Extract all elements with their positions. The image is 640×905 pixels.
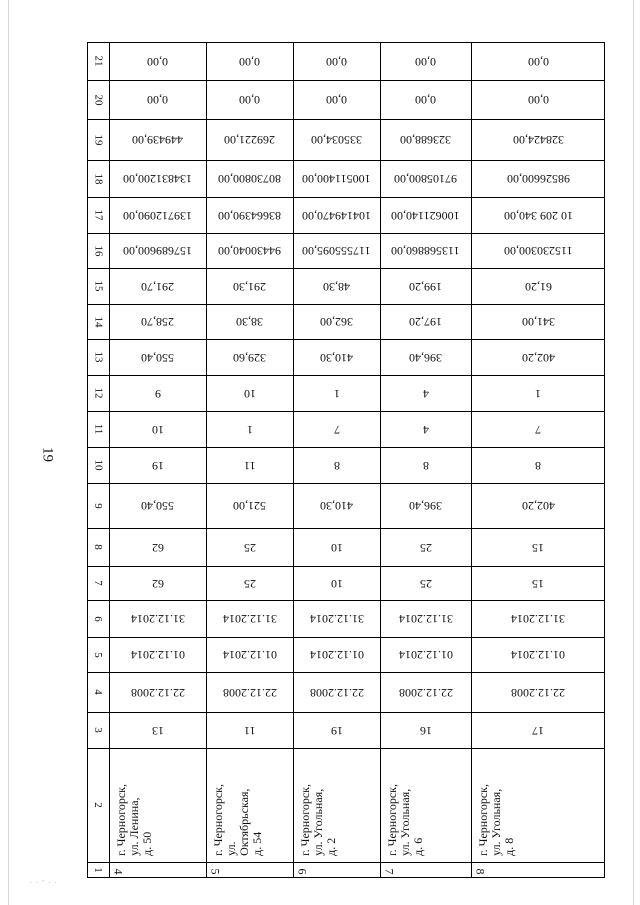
table-cell: 25 <box>243 576 256 591</box>
address-cell: г. Черногорск, ул. Угольная, д. 8 <box>476 784 516 856</box>
table-cell: 25 <box>243 540 256 555</box>
table-cell: 10 <box>151 422 164 437</box>
column-number: 13 <box>92 351 104 363</box>
table-cell: 0,00 <box>527 54 549 69</box>
table-cell: 15 <box>532 540 544 555</box>
table-cell: 449439,00 <box>132 133 183 147</box>
table-cell: 01.12.2014 <box>222 648 277 662</box>
table-cell: 115230300,00 <box>503 244 573 258</box>
table-cell: 10 209 340,00 <box>503 208 573 223</box>
table-cell: 521,00 <box>233 499 266 513</box>
column-number: 20 <box>92 94 104 105</box>
column-number: 18 <box>92 173 104 184</box>
column-number: 3 <box>92 727 104 733</box>
table-cell: 25 <box>419 576 432 591</box>
table-cell: 157689600,00 <box>123 244 192 258</box>
column-number: 6 <box>92 615 104 622</box>
table-cell: 0,00 <box>326 93 347 107</box>
table-cell: 328424,00 <box>512 133 564 147</box>
column-number: 1 <box>92 867 104 873</box>
table-cell: 0,00 <box>415 54 436 69</box>
row-number: 7 <box>382 868 397 875</box>
scan-edge-left <box>8 0 9 905</box>
table-cell: 0,00 <box>415 93 436 107</box>
table-cell: 19 <box>330 723 343 738</box>
table-cell: 362,00 <box>320 315 353 329</box>
table-cell: 61,20 <box>524 279 552 294</box>
column-number: 16 <box>92 245 104 256</box>
column-number: 9 <box>92 502 104 509</box>
address-cell: г. Черногорск, ул. Октябрьская, д. 54 <box>211 784 264 856</box>
table-cell: 97105800,00 <box>394 172 457 186</box>
table-cell: 1 <box>333 386 340 401</box>
table-cell: 335034,00 <box>311 133 362 147</box>
data-table <box>87 42 605 878</box>
table-cell: 9 <box>154 386 161 401</box>
column-number: 15 <box>92 280 104 292</box>
table-cell: 31.12.2014 <box>398 612 453 626</box>
table-cell: 01.12.2014 <box>398 648 453 662</box>
table-cell: 0,00 <box>326 54 347 69</box>
table-cell: 117555095,00 <box>302 244 371 258</box>
row-number: 8 <box>473 868 488 875</box>
table-cell: 396,40 <box>409 350 442 365</box>
table-cell: 10 <box>243 386 256 401</box>
column-number: 19 <box>92 134 104 145</box>
table-cell: 31.12.2014 <box>222 612 277 626</box>
table-cell: 8 <box>535 458 541 473</box>
table-cell: 341,00 <box>521 315 555 329</box>
table-cell: 8 <box>333 458 340 473</box>
table-cell: 396,40 <box>409 499 442 513</box>
column-number: 7 <box>92 580 104 586</box>
table-cell: 17 <box>532 723 544 738</box>
table-cell: 10 <box>330 576 343 591</box>
row-number: 6 <box>295 868 310 875</box>
table-cell: 402,20 <box>521 350 555 365</box>
table-cell: 94430040,00 <box>218 244 281 258</box>
table-cell: 199,20 <box>409 279 442 294</box>
column-number: 21 <box>92 55 104 67</box>
table-cell: 7 <box>535 422 541 437</box>
table-cell: 8 <box>422 458 429 473</box>
table-cell: 62 <box>151 576 164 591</box>
table-cell: 139712090,00 <box>123 208 192 223</box>
table-cell: 98526600,00 <box>506 172 570 186</box>
table-cell: 22.12.2008 <box>511 685 565 700</box>
table-cell: 11 <box>243 458 256 473</box>
table-cell: 31.12.2014 <box>309 612 364 626</box>
table-cell: 0,00 <box>239 93 260 107</box>
table-cell: 291,70 <box>141 279 174 294</box>
column-number: 10 <box>92 459 104 471</box>
table-cell: 13 <box>151 723 164 738</box>
table-cell: 0,00 <box>527 93 549 107</box>
table-cell: 0,00 <box>147 93 168 107</box>
table-cell: 25 <box>419 540 432 555</box>
table-cell: 402,20 <box>521 499 555 513</box>
scan-edge-right <box>633 0 634 905</box>
column-number: 11 <box>92 423 104 435</box>
table-cell: 1 <box>535 386 541 401</box>
column-number: 17 <box>92 209 104 221</box>
table-cell: 291,30 <box>233 279 266 294</box>
table-cell: 104149470,00 <box>302 208 371 223</box>
table-cell: 7 <box>333 422 340 437</box>
table-cell: 1 <box>246 422 253 437</box>
table-cell: 22.12.2008 <box>398 685 453 700</box>
table-cell: 0,00 <box>147 54 168 69</box>
table-cell: 15 <box>532 576 544 591</box>
table-cell: 62 <box>151 540 164 555</box>
table-cell: 19 <box>151 458 164 473</box>
column-number: 12 <box>92 387 104 399</box>
table-cell: 197,20 <box>409 315 442 329</box>
table-cell: 100621140,00 <box>391 208 460 223</box>
address-cell: г. Черногорск, ул. Угольная, д. 2 <box>298 784 338 856</box>
table-cell: 01.12.2014 <box>511 648 565 662</box>
table-cell: 48,30 <box>323 279 350 294</box>
table-cell: 10 <box>330 540 343 555</box>
address-cell: г. Черногорск, ул. Угольная, д. 6 <box>385 784 425 856</box>
column-number: 2 <box>92 802 104 808</box>
table-cell: 83664390,00 <box>218 208 281 223</box>
table-cell: 22.12.2008 <box>309 685 364 700</box>
table-cell: 31.12.2014 <box>130 612 185 626</box>
table-cell: 269221,00 <box>224 133 275 147</box>
scan-artifact: . . - . . <box>30 876 58 885</box>
table-cell: 258,70 <box>141 315 174 329</box>
table-cell: 22.12.2008 <box>222 685 277 700</box>
table-cell: 550,40 <box>141 499 174 513</box>
table-cell: 323688,00 <box>400 133 451 147</box>
table-cell: 100511400,00 <box>302 172 371 186</box>
table-cell: 4 <box>422 386 429 401</box>
column-number: 14 <box>92 316 104 327</box>
address-cell: г. Черногорск, ул. Ленина, д. 50 <box>114 784 154 856</box>
column-number: 5 <box>92 651 104 658</box>
row-number: 5 <box>208 868 223 875</box>
table-cell: 22.12.2008 <box>130 685 185 700</box>
table-cell: 329,60 <box>233 350 266 365</box>
table-cell: 01.12.2014 <box>130 648 185 662</box>
table-cell: 01.12.2014 <box>309 648 364 662</box>
table-cell: 80730800,00 <box>218 172 281 186</box>
column-number: 8 <box>92 544 104 550</box>
table-cell: 4 <box>422 422 429 437</box>
table-cell: 11 <box>243 723 256 738</box>
table-cell: 0,00 <box>239 54 260 69</box>
table-cell: 134831200,00 <box>123 172 192 186</box>
table-cell: 550,40 <box>141 350 174 365</box>
table-cell: 31.12.2014 <box>511 612 565 626</box>
column-number: 4 <box>92 689 104 695</box>
table-cell: 410,30 <box>320 350 353 365</box>
page-number: 19 <box>39 447 56 462</box>
row-number: 4 <box>111 868 126 875</box>
table-cell: 16 <box>419 723 432 738</box>
table-cell: 113568860,00 <box>391 244 460 258</box>
table-cell: 410,30 <box>320 499 353 513</box>
table-cell: 38,30 <box>236 315 263 329</box>
